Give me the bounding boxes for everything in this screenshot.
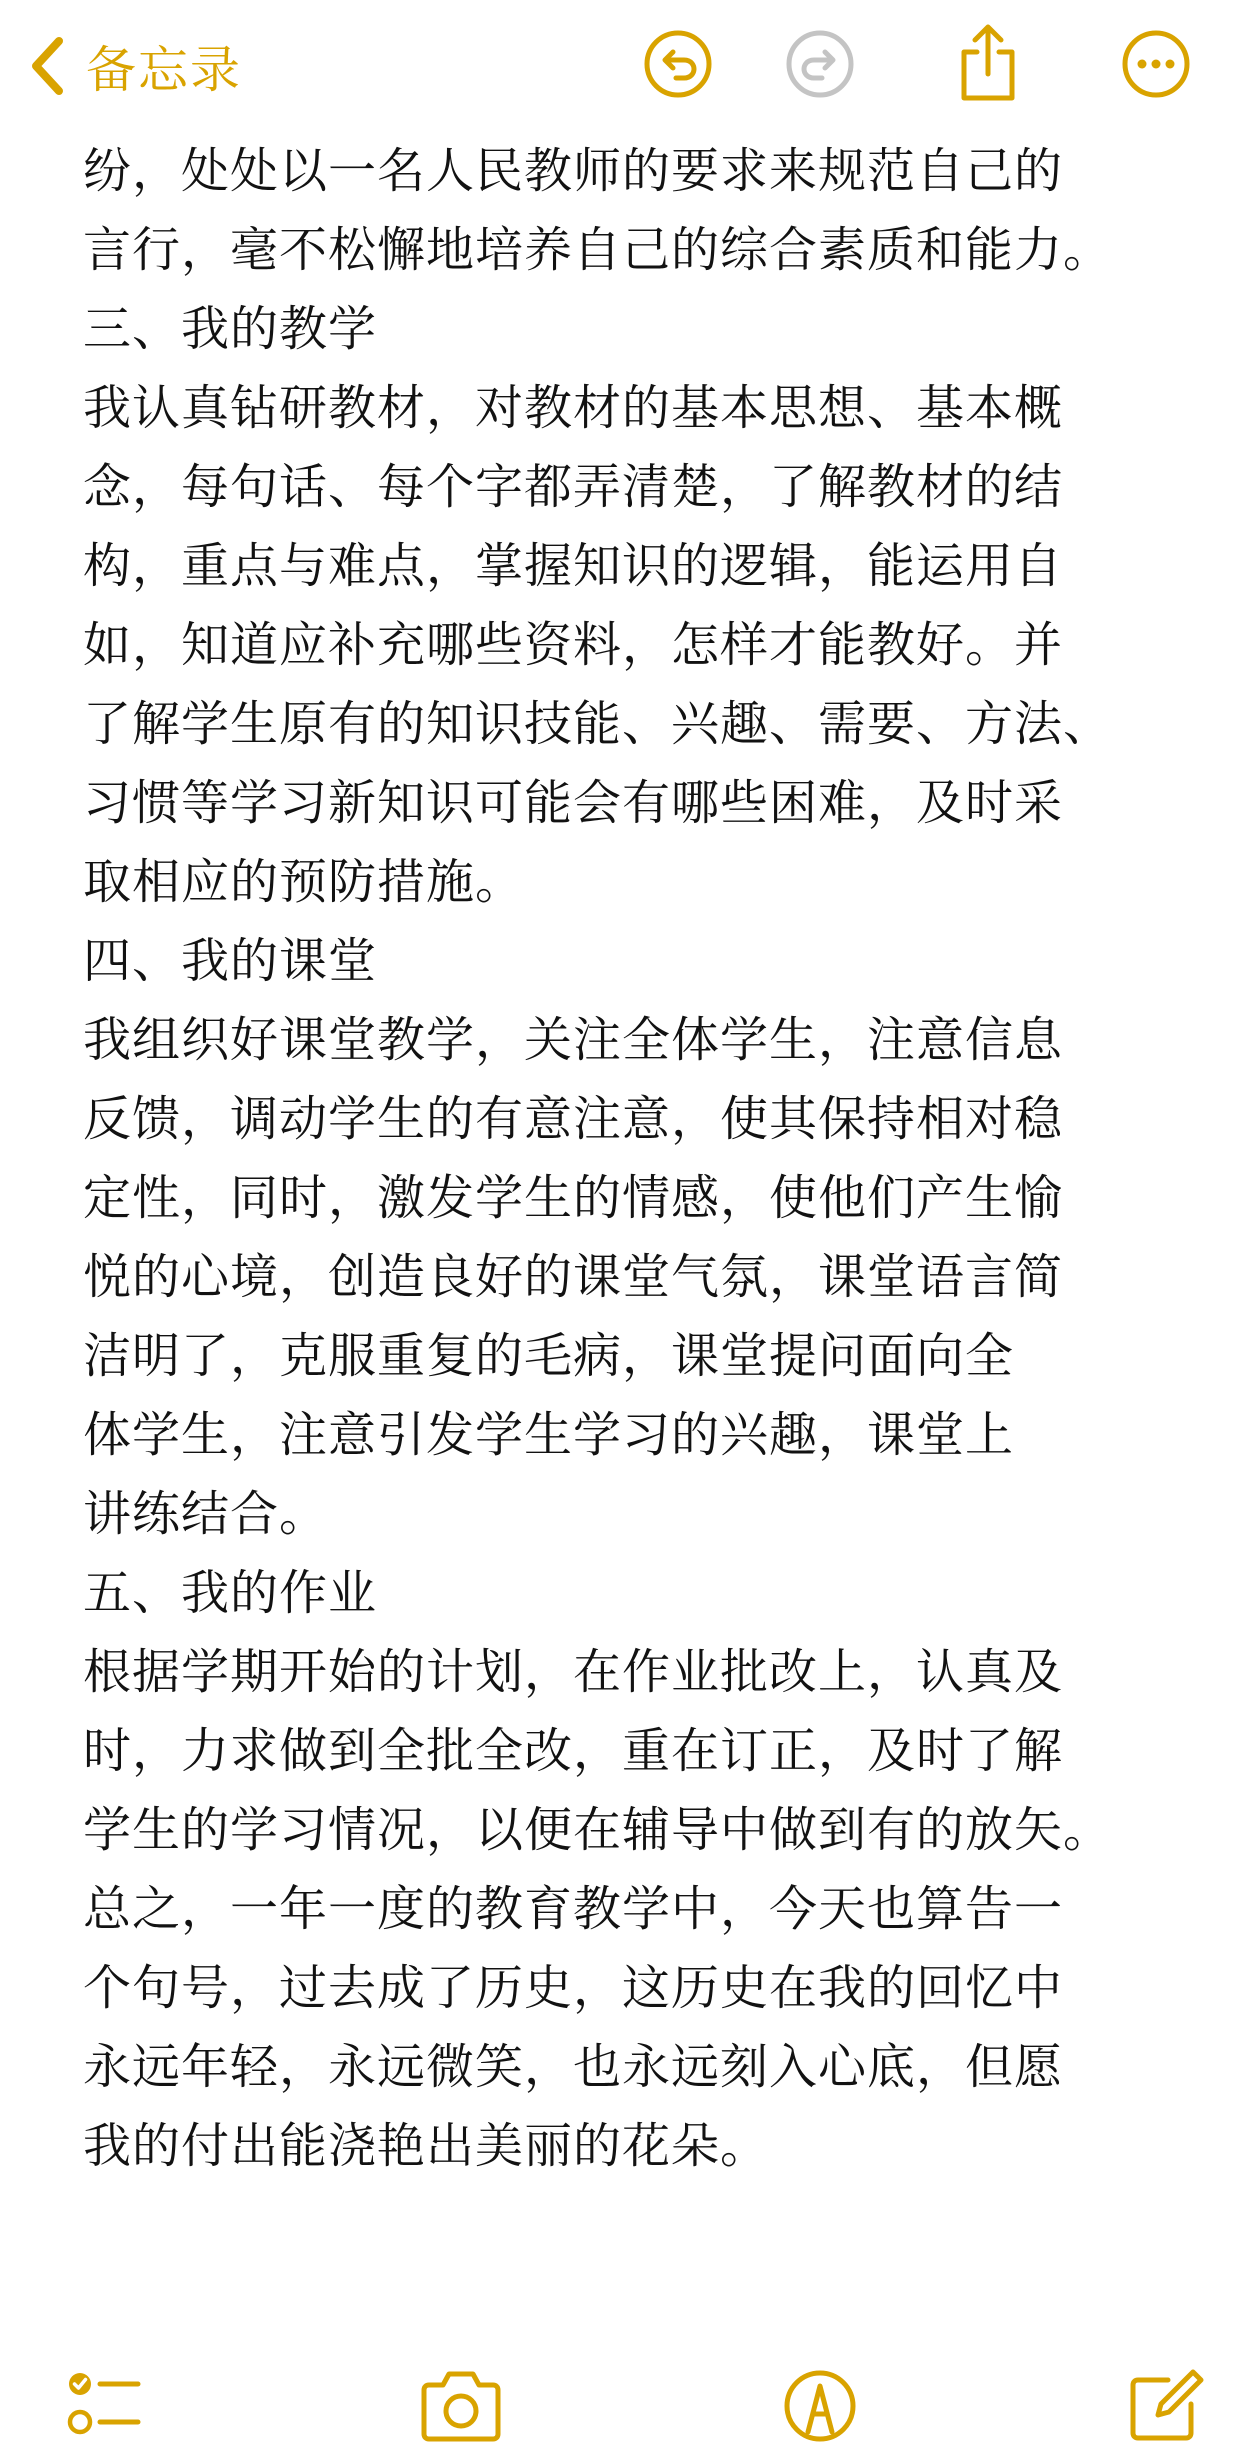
note-text[interactable] (83, 132, 1203, 2186)
compose-button[interactable] (1124, 2362, 1208, 2446)
camera-button[interactable] (416, 2362, 506, 2446)
chevron-left-icon (30, 36, 64, 96)
note-line: 如，知道应补充哪些资料，怎样才能教好。并 (83, 617, 1064, 673)
more-icon (1118, 26, 1194, 102)
note-line: 三、我的教学 (83, 301, 378, 357)
checklist-button[interactable] (62, 2362, 146, 2446)
note-line: 纷，处处以一名人民教师的要求来规范自己的 (83, 143, 1064, 199)
note-line: 定性，同时，激发学生的情感，使他们产生愉 (83, 1170, 1064, 1226)
note-line: 构，重点与难点，掌握知识的逻辑，能运用自 (83, 538, 1064, 594)
note-line: 我认真钻研教材，对教材的基本思想、基本概 (83, 380, 1064, 436)
note-line: 我的付出能浇艳出美丽的花朵。 (83, 2118, 770, 2174)
note-line: 永远年轻，永远微笑，也永远刻入心底，但愿 (83, 2039, 1064, 2095)
note-line: 反馈，调动学生的有意注意，使其保持相对稳 (83, 1091, 1064, 1147)
note-line: 言行，毫不松懈地培养自己的综合素质和能力。 (83, 222, 1113, 278)
note-line: 了解学生原有的知识技能、兴趣、需要、方法、 (83, 696, 1113, 752)
bottom-toolbar (0, 2340, 1242, 2454)
note-line: 学生的学习情况，以便在辅导中做到有的放矢。 (83, 1802, 1113, 1858)
compose-icon (1124, 2362, 1208, 2446)
navigation-bar (0, 0, 1242, 130)
back-button[interactable] (30, 28, 242, 104)
note-line: 习惯等学习新知识可能会有哪些困难，及时采 (83, 775, 1064, 831)
note-line: 我组织好课堂教学，关注全体学生，注意信息 (83, 1012, 1064, 1068)
note-line: 总之，一年一度的教育教学中，今天也算告一 (83, 1881, 1064, 1937)
camera-icon (416, 2362, 506, 2446)
share-button[interactable] (950, 22, 1026, 104)
back-label: 备忘录 (86, 41, 242, 99)
note-line: 取相应的预防措施。 (83, 854, 525, 910)
redo-icon (782, 26, 858, 102)
note-line: 个句号，过去成了历史，这历史在我的回忆中 (83, 1960, 1064, 2016)
markup-icon (778, 2362, 862, 2446)
note-line: 念，每句话、每个字都弄清楚，了解教材的结 (83, 459, 1064, 515)
note-line: 根据学期开始的计划，在作业批改上，认真及 (83, 1644, 1064, 1700)
note-line: 体学生，注意引发学生学习的兴趣，课堂上 (83, 1407, 1015, 1463)
note-line: 时，力求做到全批全改，重在订正，及时了解 (83, 1723, 1064, 1779)
markup-button[interactable] (778, 2362, 862, 2446)
undo-icon (640, 26, 716, 102)
redo-button[interactable] (782, 26, 858, 102)
note-line: 洁明了，克服重复的毛病，课堂提问面向全 (83, 1328, 1015, 1384)
note-line: 五、我的作业 (83, 1565, 378, 1621)
note-line: 四、我的课堂 (83, 933, 378, 989)
note-line: 悦的心境，创造良好的课堂气氛，课堂语言简 (83, 1249, 1064, 1305)
checklist-icon (62, 2362, 146, 2446)
share-icon (950, 22, 1026, 104)
undo-button[interactable] (640, 26, 716, 102)
note-line: 讲练结合。 (83, 1486, 329, 1542)
more-button[interactable] (1118, 26, 1194, 102)
